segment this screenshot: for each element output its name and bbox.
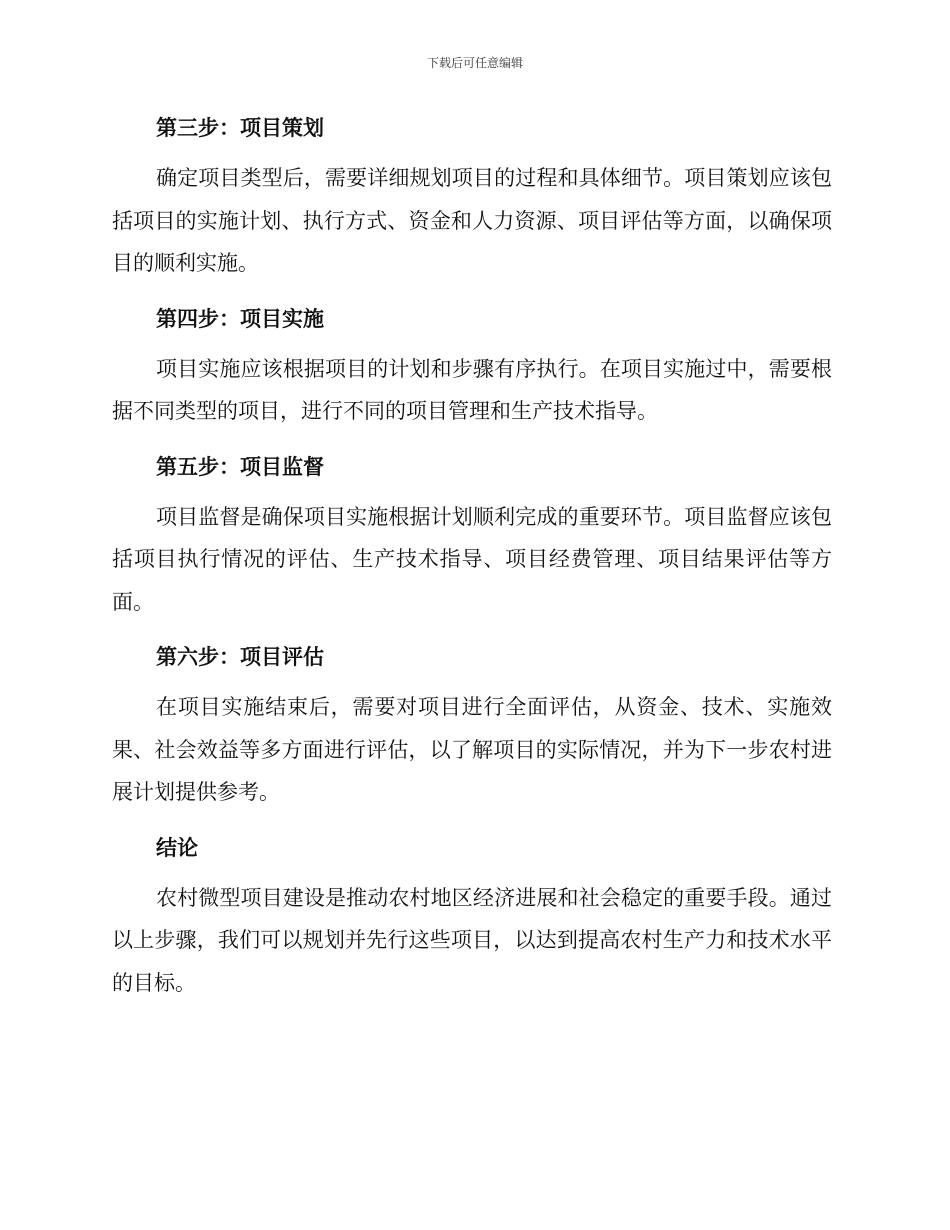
section-paragraph: 农村微型项目建设是推动农村地区经济进展和社会稳定的重要手段。通过以上步骤，我们可以规划并先行这些项目，以达到提高农村生产力和技术水平的目标。 — [112, 885, 832, 995]
section-heading: 第六步：项目评估 — [156, 644, 324, 669]
section-step-6 — [112, 637, 832, 814]
section-paragraph: 确定项目类型后，需要详细规划项目的过程和具体细节。项目策划应该包括项目的实施计划、执行方式、资金和人力资源、项目评估等方面，以确保项目的顺利实施。 — [112, 166, 832, 275]
section-heading: 结论 — [156, 834, 198, 860]
section-step-5 — [112, 447, 832, 624]
section-paragraph: 项目监督是确保项目实施根据计划顺利完成的重要环节。项目监督应该包括项目执行情况的评估、生产技术指导、项目经费管理、项目结果评估等方面。 — [112, 504, 832, 614]
section-step-4 — [112, 299, 832, 433]
document-body — [112, 108, 832, 1018]
section-conclusion — [112, 828, 832, 1005]
section-paragraph: 在项目实施结束后，需要对项目进行全面评估，从资金、技术、实施效果、社会效益等多方面进行评估，以了解项目的实际情况，并为下一步农村进展计划提供参考。 — [112, 695, 832, 804]
section-step-3 — [112, 108, 832, 285]
section-heading: 第三步：项目策划 — [156, 115, 324, 140]
page-header: 下载后可任意编辑 — [426, 56, 523, 70]
section-paragraph: 项目实施应该根据项目的计划和步骤有序执行。在项目实施过中，需要根据不同类型的项目，进行不同的项目管理和生产技术指导。 — [112, 356, 832, 423]
section-heading: 第四步：项目实施 — [156, 305, 324, 331]
section-heading: 第五步：项目监督 — [156, 453, 324, 479]
